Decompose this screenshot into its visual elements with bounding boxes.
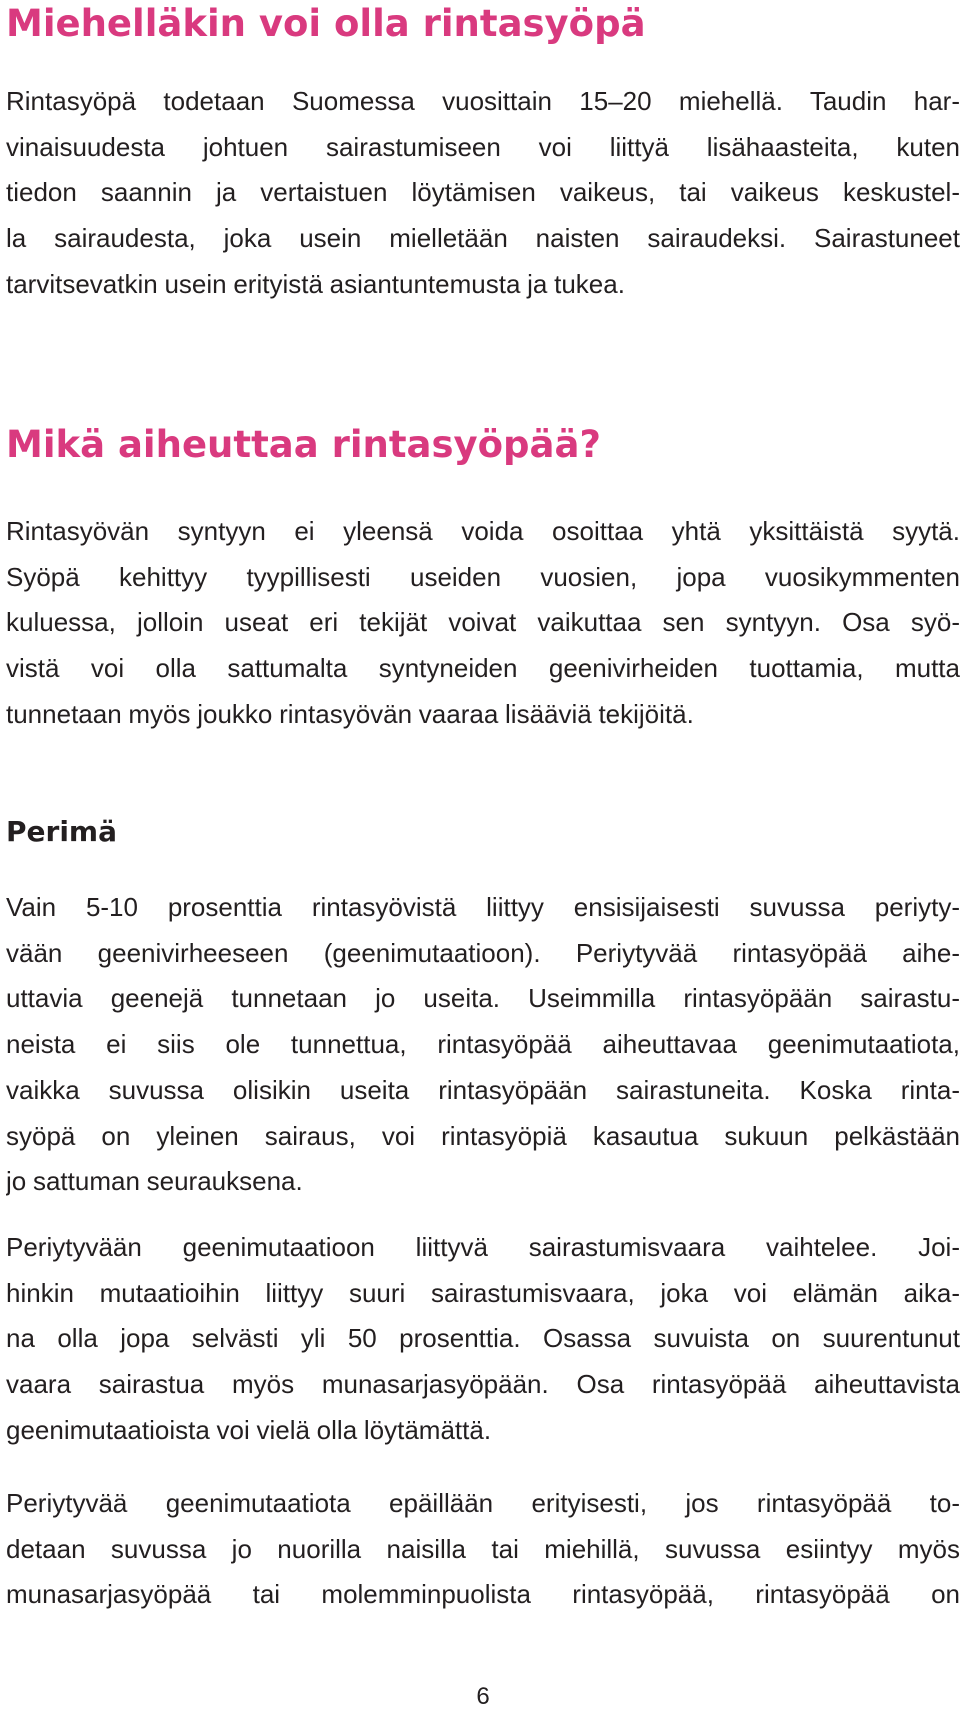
paragraph-heredity-2 bbox=[6, 1225, 960, 1454]
text-line: vistä voi olla sattumalta syntyneiden geenivirheiden tuottamia, mutta bbox=[6, 653, 960, 684]
text-line: tarvitsevatkin usein erityistä asiantuntemusta ja tukea. bbox=[6, 268, 625, 299]
text-line: detaan suvussa jo nuorilla naisilla tai miehillä, suvussa esiintyy myös bbox=[6, 1533, 960, 1564]
text-line: neista ei siis ole tunnettua, rintasyöpää aiheuttavaa geenimutaatiota, bbox=[6, 1029, 960, 1060]
paragraph-men bbox=[6, 79, 960, 308]
paragraph-heredity-1 bbox=[6, 885, 960, 1205]
text-line: jo sattuman seurauksena. bbox=[6, 1166, 303, 1197]
text-line: uttavia geenejä tunnetaan jo useita. Useimmilla rintasyöpään sairastu- bbox=[6, 983, 960, 1014]
text-line: na olla jopa selvästi yli 50 prosenttia. Osassa suvuista on suurentunut bbox=[6, 1323, 960, 1354]
text-line: Rintasyöpä todetaan Suomessa vuosittain 15–20 miehellä. Taudin har- bbox=[6, 86, 960, 116]
text-line: tiedon saannin ja vertaistuen löytämisen vaikeus, tai vaikeus keskustel- bbox=[6, 177, 960, 208]
text-line: la sairaudesta, joka usein mielletään naisten sairaudeksi. Sairastuneet bbox=[6, 223, 960, 254]
text-line: vaara sairastua myös munasarjasyöpään. Osa rintasyöpää aiheuttavista bbox=[6, 1369, 960, 1400]
text-line: Vain 5-10 prosenttia rintasyövistä liittyy ensisijaisesti suvussa periyty- bbox=[6, 892, 960, 922]
text-line: vinaisuudesta johtuen sairastumiseen voi liittyä lisähaasteita, kuten bbox=[6, 131, 960, 162]
text-line: Periytyvää geenimutaatiota epäillään erityisesti, jos rintasyöpää to- bbox=[6, 1488, 960, 1518]
text-line: Syöpä kehittyy tyypillisesti useiden vuosien, jopa vuosikymmenten bbox=[6, 561, 960, 592]
text-line: Periytyvään geenimutaatioon liittyvä sairastumisvaara vaihtelee. Joi- bbox=[6, 1232, 960, 1262]
text-line: hinkin mutaatioihin liittyy suuri sairastumisvaara, joka voi elämän aika- bbox=[6, 1277, 960, 1308]
text-line: kuluessa, jolloin useat eri tekijät voivat vaikuttaa sen syntyyn. Osa syö- bbox=[6, 607, 960, 638]
document-page bbox=[6, 0, 960, 1710]
text-line: Rintasyövän syntyyn ei yleensä voida osoittaa yhtä yksittäistä syytä. bbox=[6, 516, 960, 546]
paragraph-heredity-3 bbox=[6, 1481, 960, 1618]
text-line: vaikka suvussa olisikin useita rintasyöpään sairastuneita. Koska rinta- bbox=[6, 1074, 960, 1105]
heading-men-breast-cancer: Miehelläkin voi olla rintasyöpä bbox=[6, 2, 646, 45]
heading-heredity: Perimä bbox=[6, 815, 117, 848]
text-line: tunnetaan myös joukko rintasyövän vaaraa lisääviä tekijöitä. bbox=[6, 698, 694, 729]
page-number: 6 bbox=[476, 1683, 490, 1710]
text-line: syöpä on yleinen sairaus, voi rintasyöpiä kasautua sukuun pelkästään bbox=[6, 1120, 960, 1151]
paragraph-causes bbox=[6, 509, 960, 738]
text-line: munasarjasyöpää tai molemminpuolista rintasyöpää, rintasyöpää on bbox=[6, 1579, 960, 1610]
heading-what-causes: Mikä aiheuttaa rintasyöpää? bbox=[6, 423, 601, 466]
text-line: geenimutaatioista voi vielä olla löytämättä. bbox=[6, 1414, 492, 1445]
text-line: vään geenivirheeseen (geenimutaatioon). Periytyvää rintasyöpää aihe- bbox=[6, 937, 960, 968]
